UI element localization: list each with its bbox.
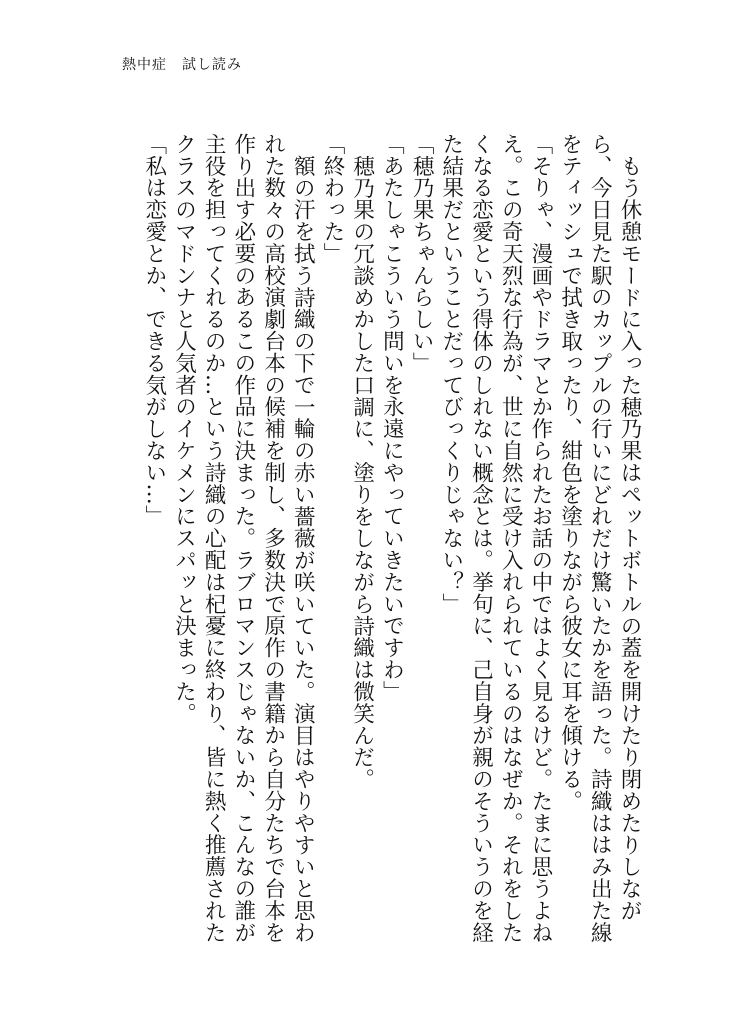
paragraph-8: 「私は恋愛とか、できる気がしない…」 bbox=[141, 133, 167, 528]
paragraph-6: 「終わった」 bbox=[319, 133, 345, 265]
vertical-body-text bbox=[104, 133, 644, 953]
paragraph-3: 「穂乃果ちゃんらしい」 bbox=[409, 133, 435, 374]
paragraph-1: もう休憩モードに入った穂乃果はペットボトルの蓋を開けたり閉めたりしながら、今日見た駅のカップルの行いにどれだけ驚いたかを語った。詩織ははみ出た線をティッシュで拭き取ったり、紺色を塗りながら彼女に耳を傾ける。 bbox=[557, 133, 642, 944]
paragraph-2: 「そりゃ、漫画やドラマとか作られたお話の中ではよく見るけど。たまに思うよねえ。この奇天烈な行為が、世に自然に受け入れられているのはなぜか。それをしたくなる恋愛という得体のしれない概念とは。挙句に、己自身が親のそういうのを経た結果だということだってびっくりじゃない？」 bbox=[438, 133, 553, 944]
paragraph-7: 額の汗を拭う詩織の下で一輪の赤い薔薇が咲いていた。演目はやりやすいと思われた数々の高校演劇台本の候補を制し、多数決で原作の書籍から自分たちで台本を作り出す必要のあるこの作品に決まった。ラブロマンスじゃないか、こんなの誰が主役を担ってくれるのか…という詩織の心配は杞憂に終わり、皆に熱く推薦されたクラスのマドンナと人気者のイケメンにスパッと決まった。 bbox=[171, 133, 316, 944]
paragraph-5: 穂乃果の冗談めかした口調に、塗りをしながら詩織は微笑んだ。 bbox=[349, 154, 375, 790]
paragraph-4: 「あたしゃこういう問いを永遠にやっていきたいですわ」 bbox=[379, 133, 405, 703]
page-header: 熱中症 試し読み bbox=[122, 57, 242, 73]
